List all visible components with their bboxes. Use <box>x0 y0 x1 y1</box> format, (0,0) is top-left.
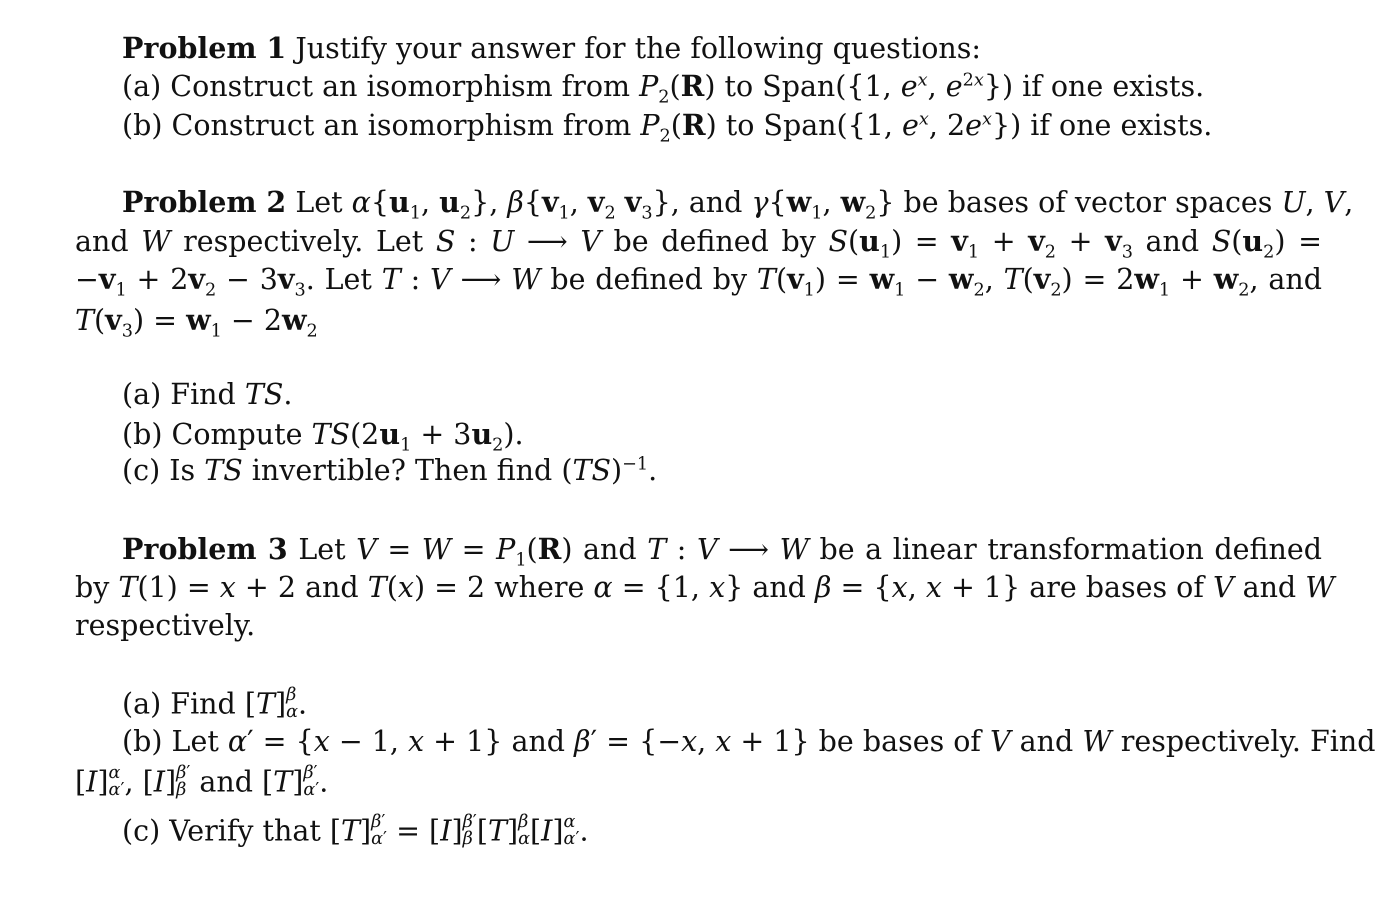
problem1-part-a: (a) Construct an isomorphism from $P_2(R)$ to Span({1, $e^x$, $e^{2x}$}) if one exists. <box>122 69 1205 108</box>
problem3-part-b-line1: (b) Let α′ = {x − 1, x + 1} and β′ = {−x, x + 1} be bases of V and W respectively. Find <box>122 725 1376 758</box>
problem2-line3: $-v_1 + 2v_2 - 3v_3$. Let T : V ⟶ W be defined by $T(v_1) = w_1 - w_2$, $T(v_2) = 2w_1 + w_2$, and <box>75 262 1323 301</box>
problem3-line2: by T(1) = x + 2 and T(x) = 2 where α = {1, x} and β = {x, x + 1} are bases of V and W <box>75 571 1335 604</box>
problem2-part-b: (b) Compute $TS(2u_1 + 3u_2)$. <box>122 417 524 456</box>
problem1-title: Problem 1 <box>122 31 287 65</box>
problem2-part-a: (a) Find TS. <box>122 378 293 411</box>
problem2-line4: $T(v_3) = w_1 - 2w_2$ <box>75 303 318 342</box>
problem3-part-a: (a) Find [T] β α . <box>122 685 308 723</box>
problem3-part-c: (c) Verify that [T] β′ α′ = [I] β′ β [T] β α [I] α α′ . <box>122 812 589 850</box>
problem3-line3: respectively. <box>75 609 256 642</box>
problem1-heading-line <box>122 31 982 65</box>
problem2-line2: and W respectively. Let S : U ⟶ V be defined by $S(u_1) = v_1 + v_2 + v_3$ and $S(u_2)$ = <box>75 224 1323 263</box>
problem3-line1: Problem 3 Let $V = W = P_1(R)$ and T : V ⟶ W be a linear transformation defined <box>122 532 1322 571</box>
problem1-part-b: (b) Construct an isomorphism from $P_2(R)$ to Span({1, $e^x$, $2e^x$}) if one exists. <box>122 108 1213 147</box>
problem1-intro: Justify your answer for the following questions: <box>295 32 982 65</box>
problem2-title: Problem 2 <box>122 185 287 219</box>
problem2-line1: Problem 2 Let $\alpha\{u_1$, $u_2$}, $\beta\{v_1$, $v_2$ $v_3$}, and $\gamma\{w_1$, $w_2$} be bases of vector spaces U, V, <box>122 185 1354 224</box>
problem3-title: Problem 3 <box>122 532 288 566</box>
problem3-part-b-line2: [I] α α′ , [I] β′ β and [T] β′ α′ . <box>75 763 329 801</box>
problem2-part-c: (c) Is TS invertible? Then find (TS)$^{-1}$. <box>122 454 658 487</box>
